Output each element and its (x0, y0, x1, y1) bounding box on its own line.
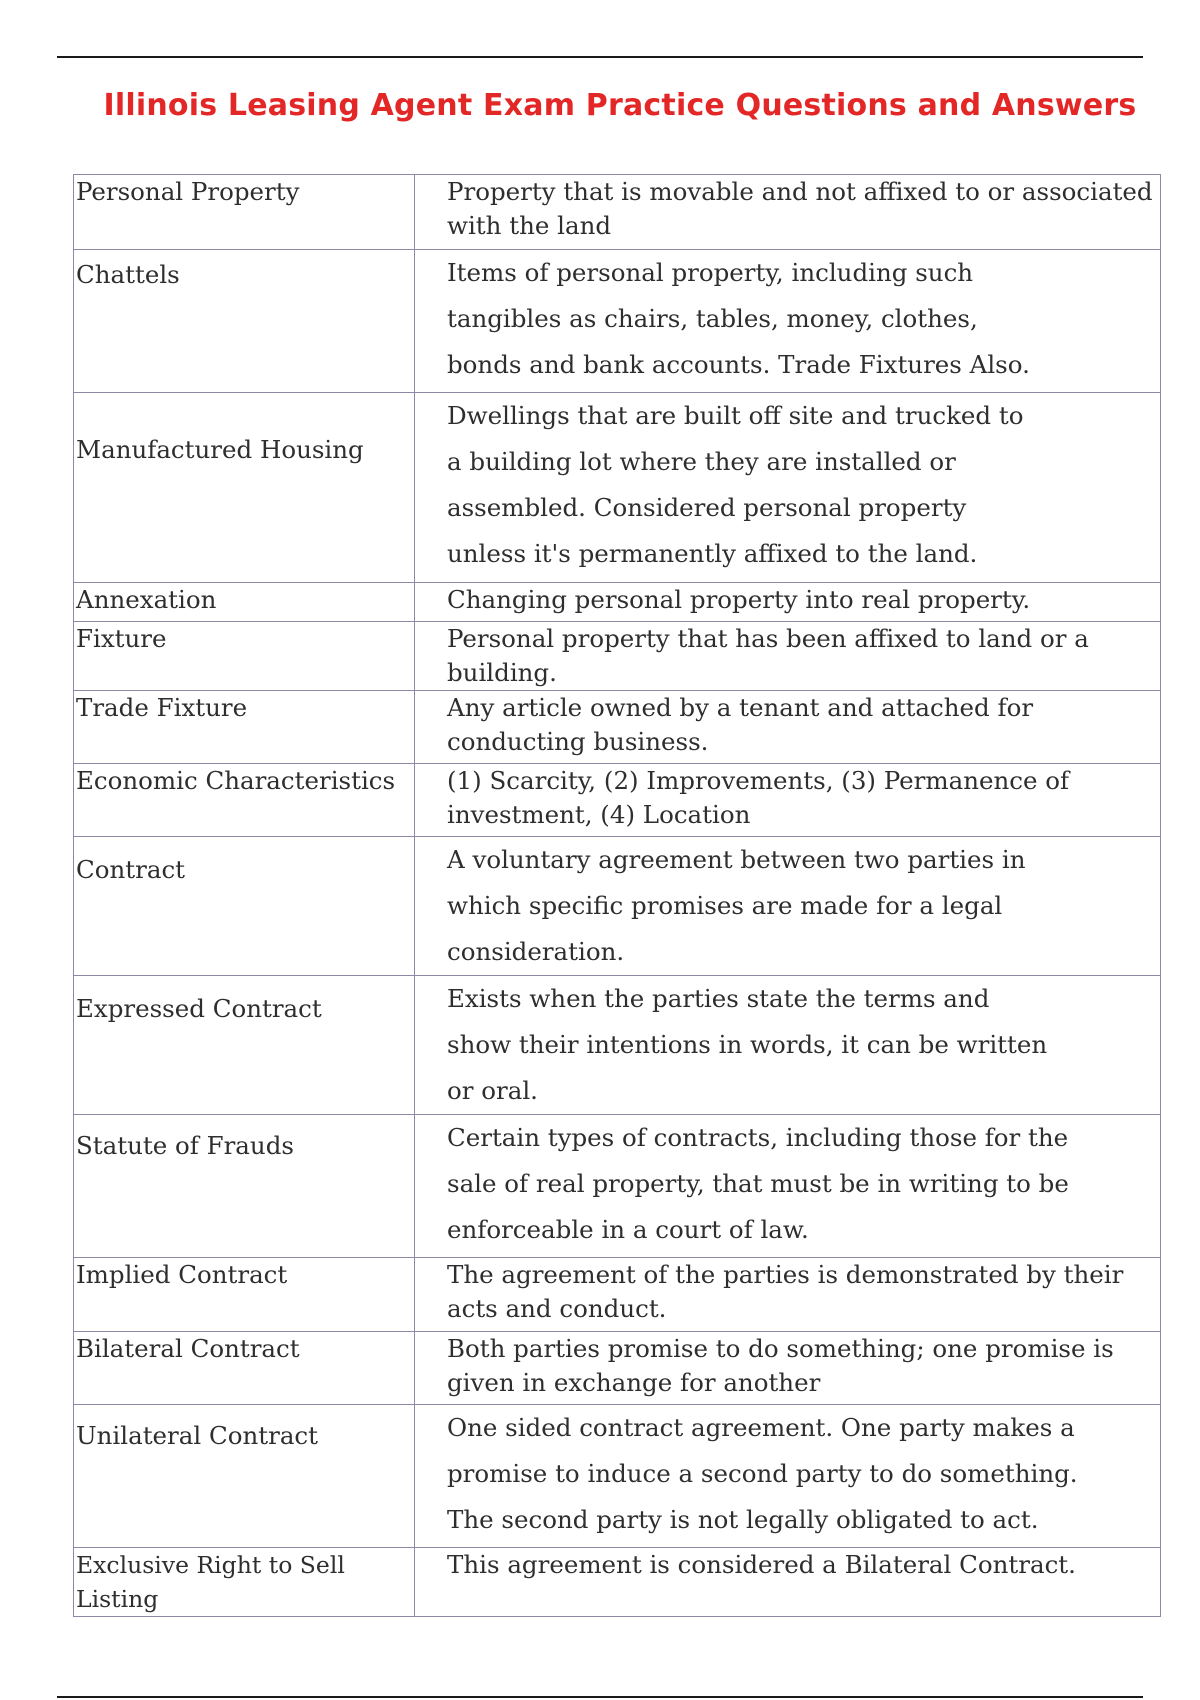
table-row (74, 175, 1161, 250)
definition-cell: Both parties promise to do something; one promise is given in exchange for another (415, 1332, 1161, 1405)
top-rule (57, 56, 1143, 58)
term-cell: Statute of Frauds (74, 1115, 415, 1258)
table-row (74, 583, 1161, 622)
table-row (74, 837, 1161, 976)
table-row (74, 691, 1161, 764)
term-cell: Exclusive Right to Sell Listing (74, 1548, 415, 1617)
term-cell: Expressed Contract (74, 976, 415, 1115)
table-row (74, 764, 1161, 837)
term-cell: Contract (74, 837, 415, 976)
definition-cell: Any article owned by a tenant and attached for conducting business. (415, 691, 1161, 764)
table-row (74, 976, 1161, 1115)
bottom-rule (57, 1696, 1143, 1698)
term-cell: Unilateral Contract (74, 1405, 415, 1548)
table-row (74, 393, 1161, 583)
term-cell: Personal Property (74, 175, 415, 250)
definition-cell: (1) Scarcity, (2) Improvements, (3) Permanence of investment, (4) Location (415, 764, 1161, 837)
term-cell: Manufactured Housing (74, 393, 415, 583)
definition-cell: Exists when the parties state the terms and show their intentions in words, it can be written or oral. (415, 976, 1161, 1115)
definition-cell: Dwellings that are built off site and trucked to a building lot where they are installed or assembled. Considered personal property unless it's permanently affixed to the land. (415, 393, 1161, 583)
table-row (74, 1332, 1161, 1405)
definition-cell: Items of personal property, including such tangibles as chairs, tables, money, clothes, bonds and bank accounts. Trade Fixtures Also. (415, 250, 1161, 393)
table-row (74, 250, 1161, 393)
term-cell: Annexation (74, 583, 415, 622)
definition-cell: Personal property that has been affixed to land or a building. (415, 622, 1161, 691)
table-row (74, 1548, 1161, 1617)
table-row (74, 1115, 1161, 1258)
definition-cell: Certain types of contracts, including those for the sale of real property, that must be in writing to be enforceable in a court of law. (415, 1115, 1161, 1258)
term-cell: Fixture (74, 622, 415, 691)
document-title: Illinois Leasing Agent Exam Practice Questions and Answers (103, 88, 1137, 123)
term-cell: Bilateral Contract (74, 1332, 415, 1405)
definition-cell: Property that is movable and not affixed to or associated with the land (415, 175, 1161, 250)
term-cell: Trade Fixture (74, 691, 415, 764)
term-cell: Economic Characteristics (74, 764, 415, 837)
term-cell: Chattels (74, 250, 415, 393)
table-row (74, 1405, 1161, 1548)
definition-cell: Changing personal property into real property. (415, 583, 1161, 622)
table-row (74, 1258, 1161, 1332)
definition-cell: The agreement of the parties is demonstrated by their acts and conduct. (415, 1258, 1161, 1332)
terms-table (73, 174, 1161, 1617)
definition-cell: A voluntary agreement between two parties in which specific promises are made for a legal consideration. (415, 837, 1161, 976)
term-cell: Implied Contract (74, 1258, 415, 1332)
table-row (74, 622, 1161, 691)
definition-cell: This agreement is considered a Bilateral Contract. (415, 1548, 1161, 1617)
definition-cell: One sided contract agreement. One party makes a promise to induce a second party to do something. The second party is not legally obligated to act. (415, 1405, 1161, 1548)
